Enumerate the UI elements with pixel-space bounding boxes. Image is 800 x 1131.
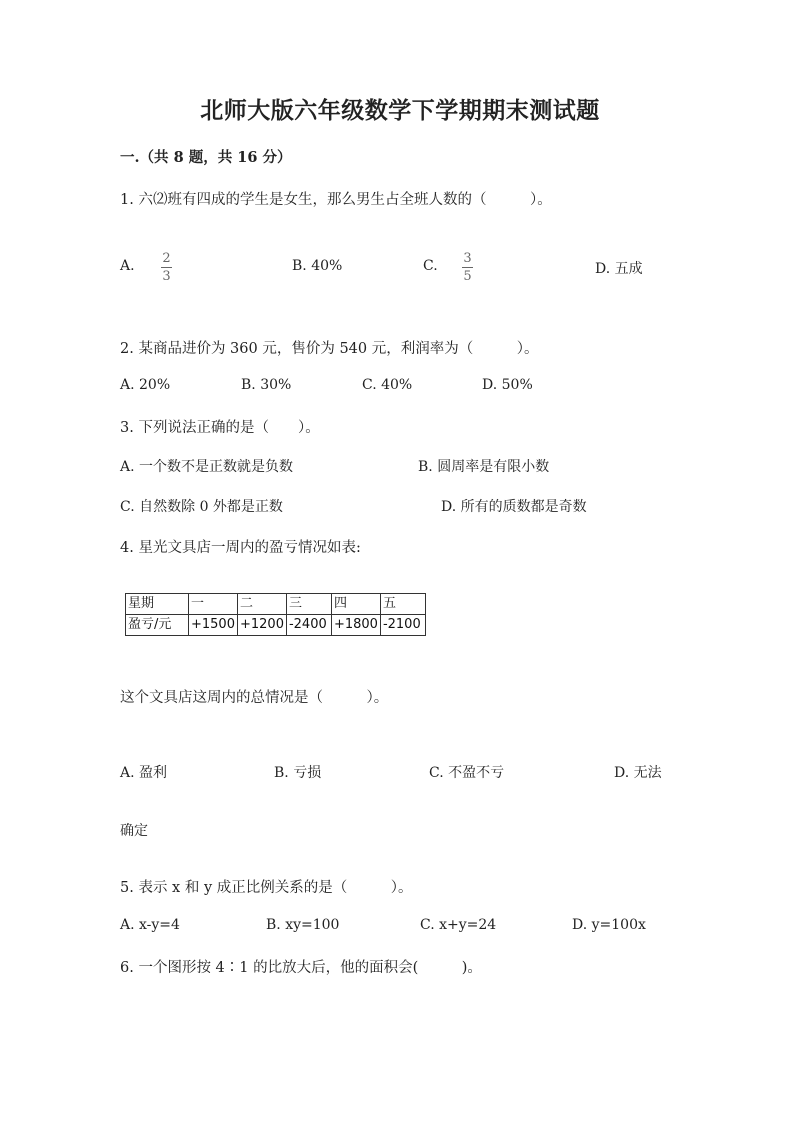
table-cell: 三 [286, 594, 331, 615]
table-row [126, 615, 426, 636]
table-cell: 星期 [126, 594, 189, 615]
q1-option-a-denominator: 3 [162, 269, 171, 284]
q1-option-c-label: C. [423, 258, 438, 274]
q1-option-a-fraction [161, 252, 172, 283]
table-cell: 五 [380, 594, 425, 615]
q2-option-a: A. 20% [120, 377, 171, 393]
page-title: 北师大版六年级数学下学期期末测试题 [200, 97, 600, 124]
question-4-followup: 这个文具店这周内的总情况是（ ）。 [120, 690, 389, 706]
table-cell: 一 [189, 594, 238, 615]
q1-option-c-denominator: 5 [463, 269, 472, 284]
q2-option-c: C. 40% [362, 377, 413, 393]
table-cell: -2400 [286, 615, 331, 636]
q3-option-a: A. 一个数不是正数就是负数 [120, 459, 294, 475]
profit-loss-table [125, 593, 426, 636]
q2-option-b: B. 30% [241, 377, 292, 393]
q3-option-d: D. 所有的质数都是奇数 [441, 499, 587, 515]
q5-option-a: A. x-y=4 [120, 917, 180, 933]
q3-option-b: B. 圆周率是有限小数 [418, 459, 550, 475]
table-cell: 四 [331, 594, 380, 615]
q4-option-c: C. 不盈不亏 [429, 765, 505, 781]
q1-option-d: D. 五成 [595, 261, 643, 277]
q1-option-c-numerator: 3 [463, 251, 472, 266]
q4-option-d: D. 无法 [614, 765, 662, 781]
q1-option-b: B. 40% [292, 258, 343, 274]
q5-option-d: D. y=100x [572, 917, 646, 933]
question-6-text: 6. 一个图形按 4∶1 的比放大后，他的面积会( )。 [120, 960, 482, 976]
question-2-text: 2. 某商品进价为 360 元，售价为 540 元，利润率为（ ）。 [120, 341, 539, 357]
question-3-text: 3. 下列说法正确的是（ ）。 [120, 420, 320, 436]
q2-option-d: D. 50% [482, 377, 533, 393]
table-cell: +1200 [237, 615, 286, 636]
table-cell: -2100 [380, 615, 425, 636]
q1-option-a-numerator: 2 [162, 251, 171, 266]
table-cell: +1500 [189, 615, 238, 636]
table-cell: 盈亏/元 [126, 615, 189, 636]
question-4-text: 4. 星光文具店一周内的盈亏情况如表: [120, 540, 361, 556]
q3-option-c: C. 自然数除 0 外都是正数 [120, 499, 283, 515]
question-1-text: 1. 六⑵班有四成的学生是女生，那么男生占全班人数的（ ）。 [120, 192, 552, 208]
q5-option-b: B. xy=100 [266, 917, 340, 933]
q4-option-a: A. 盈利 [120, 765, 168, 781]
table-header-row [126, 594, 426, 615]
q4-option-b: B. 亏损 [274, 765, 322, 781]
q4-option-d-wrap: 确定 [120, 823, 148, 839]
fraction-bar [161, 267, 172, 268]
fraction-bar [462, 267, 473, 268]
table-cell: 二 [237, 594, 286, 615]
table-cell: +1800 [331, 615, 380, 636]
section-heading: 一.（共 8 题，共 16 分） [120, 149, 292, 166]
q1-option-c-fraction [462, 252, 473, 283]
question-5-text: 5. 表示 x 和 y 成正比例关系的是（ ）。 [120, 880, 413, 896]
q1-option-a-label: A. [120, 258, 135, 274]
q5-option-c: C. x+y=24 [420, 917, 497, 933]
